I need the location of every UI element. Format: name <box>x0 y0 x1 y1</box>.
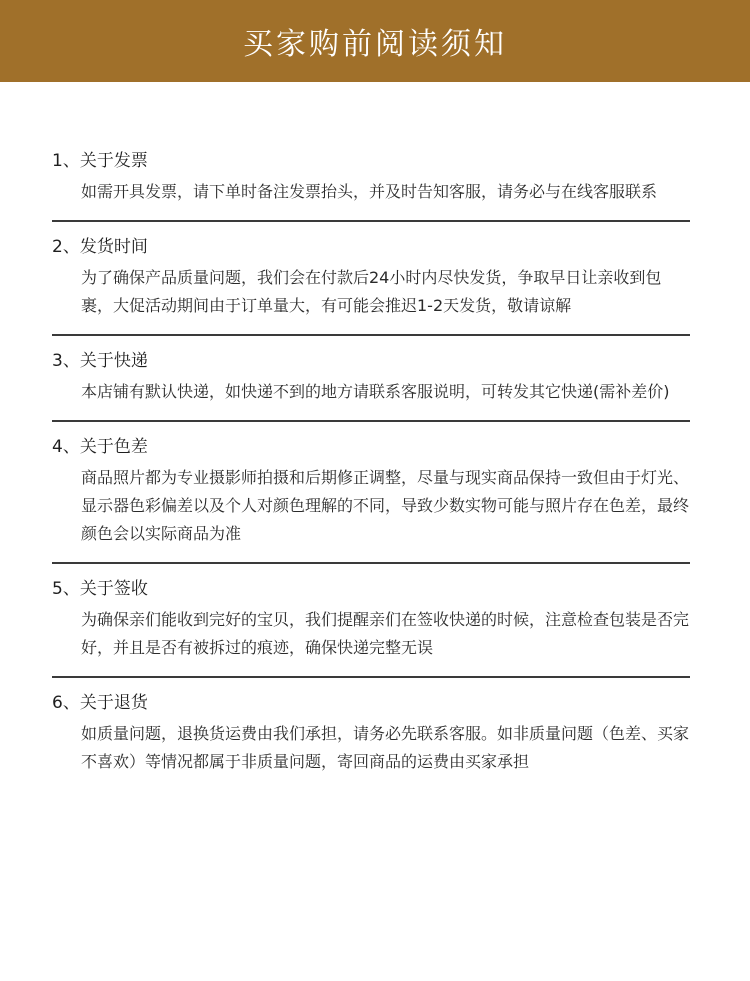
page-title: 买家购前阅读须知 <box>243 27 507 62</box>
section-title: 1、关于发票 <box>52 151 148 171</box>
section-title: 5、关于签收 <box>52 579 148 599</box>
divider <box>52 420 690 422</box>
section-color-difference <box>52 436 690 562</box>
section-courier <box>52 350 690 420</box>
section-invoice <box>52 150 690 220</box>
section-title: 2、发货时间 <box>52 237 148 257</box>
section-body: 商品照片都为专业摄影师拍摄和后期修正调整，尽量与现实商品保持一致但由于灯光、显示器色彩偏差以及个人对颜色理解的不同，导致少数实物可能与照片存在色差，最终颜色会以实际商品为准 <box>81 468 690 543</box>
section-body: 为了确保产品质量问题，我们会在付款后24小时内尽快发货，争取早日让亲收到包裹，大促活动期间由于订单量大，有可能会推迟1-2天发货，敬请谅解 <box>81 268 662 315</box>
section-body: 本店铺有默认快递，如快递不到的地方请联系客服说明，可转发其它快递(需补差价) <box>81 382 670 401</box>
divider <box>52 334 690 336</box>
section-body: 为确保亲们能收到完好的宝贝，我们提醒亲们在签收快递的时候，注意检查包装是否完好，并且是否有被拆过的痕迹，确保快递完整无误 <box>81 610 690 657</box>
divider <box>52 220 690 222</box>
divider <box>52 676 690 678</box>
header-banner <box>0 0 750 82</box>
section-receipt <box>52 578 690 676</box>
section-shipping-time <box>52 236 690 334</box>
section-body: 如质量问题，退换货运费由我们承担，请务必先联系客服。如非质量问题（色差、买家不喜欢）等情况都属于非质量问题，寄回商品的运费由买家承担 <box>81 724 690 771</box>
divider <box>52 562 690 564</box>
section-title: 4、关于色差 <box>52 437 148 457</box>
notice-list <box>52 150 690 790</box>
section-returns <box>52 692 690 790</box>
section-body: 如需开具发票，请下单时备注发票抬头，并及时告知客服，请务必与在线客服联系 <box>81 182 658 201</box>
section-title: 3、关于快递 <box>52 351 148 371</box>
section-title: 6、关于退货 <box>52 693 148 713</box>
